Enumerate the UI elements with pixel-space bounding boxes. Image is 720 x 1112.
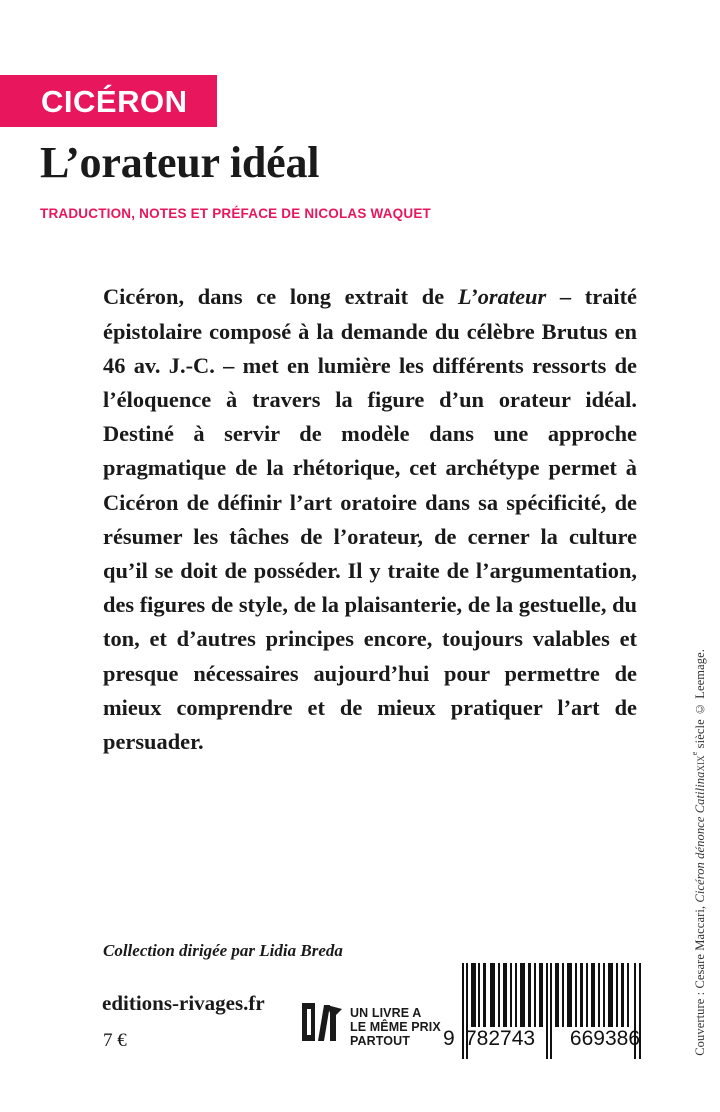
same-price-line-3: PARTOUT [350,1034,410,1049]
book-title: L’orateur idéal [40,138,320,187]
same-price-logo-text [350,1004,441,1049]
blurb-part-1: Cicéron, dans ce long extrait de [103,284,458,310]
author-name: CICÉRON [41,83,188,119]
cover-credit-artwork: Cicéron dénonce Catilina [693,771,707,903]
blurb-part-2: – traité épistolaire composé à la demande du célèbre Brutus en 46 av. J.-C. – met en lumière les différents ressorts de l’éloquence à travers la figure d’un orateur idéal. Destiné à servir de modèle dans une approche pragmatique de la rhétorique, cet archétype permet à Cicéron de définir l’art oratoire dans sa spécificité, de résumer les tâches de l’orateur, de cerner la culture qu’il se doit de posséder. Il y traite de l’argumentation, des figures de style, de la plaisanterie, de la gestuelle, du ton, et d’autres principes encore, toujours valables et presque nécessaires aujourd’hui pour permettre de mieux comprendre et de mieux pratiquer l’art de persuader. [103,284,637,755]
cover-image-credit [690,649,708,1056]
isbn-barcode [443,963,643,1059]
same-price-line-1: UN LIVRE A [350,1006,422,1020]
cover-credit-prefix: Couverture : Cesare Maccari, [693,902,707,1056]
barcode-group-left: 782743 [465,1027,536,1050]
back-cover-blurb [103,280,637,759]
barcode-digits [462,1027,643,1051]
barcode-lead-digit: 9 [443,1027,455,1050]
price-label: 7 € [103,1030,127,1051]
cover-credit-century-suffix: e [689,751,699,756]
cover-credit-century: xix [693,755,707,772]
translation-credit: TRADUCTION, NOTES ET PRÉFACE DE NICOLAS WAQUET [40,206,431,221]
cover-credit-suffix: siècle © Leemage. [693,649,707,752]
collection-line: Collection dirigée par Lidia Breda [103,941,343,960]
barcode-group-right: 669386 [569,1027,640,1050]
same-price-line-2: LE MÊME PRIX [350,1020,441,1035]
same-price-logo [300,1004,441,1049]
author-tag [0,75,217,127]
open-book-icon [300,1001,344,1043]
publisher-website[interactable]: editions-rivages.fr [102,991,265,1015]
blurb-work-title: L’orateur [457,284,547,310]
